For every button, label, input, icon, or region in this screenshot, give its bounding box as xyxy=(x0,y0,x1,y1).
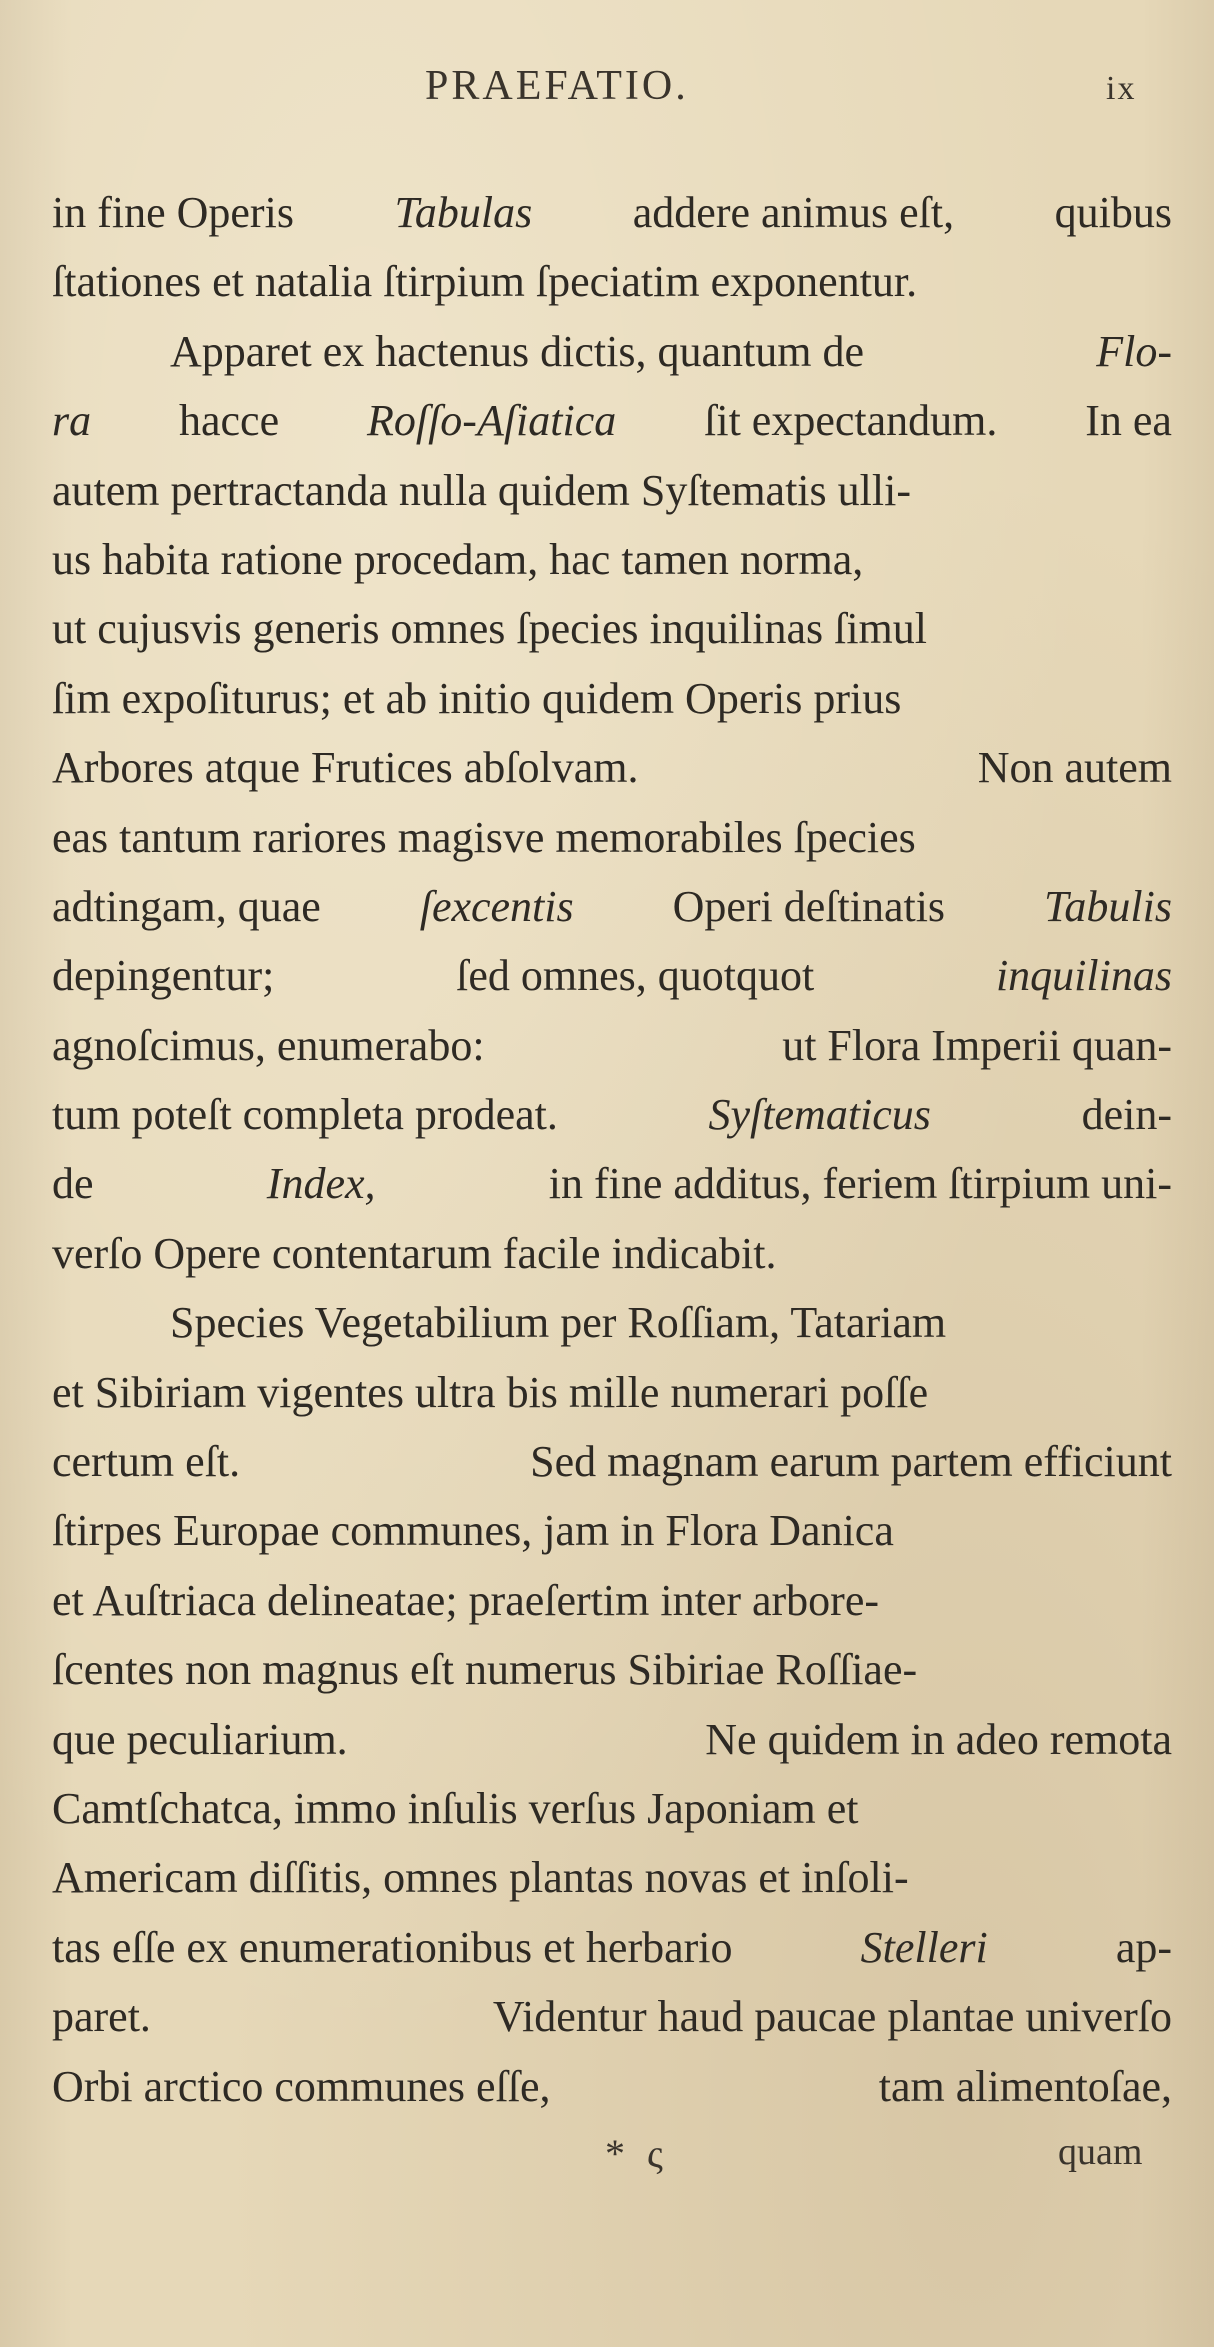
text-segment: ap- xyxy=(1115,1922,1172,1972)
text-line xyxy=(52,1566,1172,1635)
text-segment: Non autem xyxy=(977,743,1172,793)
text-line xyxy=(52,1080,1172,1149)
text-line xyxy=(52,317,1172,386)
text-segment: Camtſchatca, immo inſulis verſus Japoniam et xyxy=(52,1783,859,1833)
text-segment: us habita ratione procedam, hac tamen norma, xyxy=(52,534,864,584)
italic-term: inquilinas xyxy=(995,951,1172,1001)
text-segment: hacce xyxy=(178,396,280,446)
text-segment: ſed omnes, quotquot xyxy=(456,951,815,1001)
text-segment: Videntur haud paucae plantae univerſo xyxy=(492,1992,1172,2042)
text-segment: autem pertractanda nulla quidem Syſtematis ulli- xyxy=(52,465,911,515)
text-segment: Sed magnam earum partem efficiunt xyxy=(530,1437,1172,1487)
text-segment: Ne quidem in adeo remota xyxy=(705,1714,1172,1764)
text-segment: Operi deſtinatis xyxy=(672,881,946,931)
text-line xyxy=(52,1843,1172,1912)
catchword: quam xyxy=(1058,2131,1143,2173)
text-line xyxy=(52,1219,1172,1288)
text-line xyxy=(52,803,1172,872)
text-line xyxy=(52,594,1172,663)
text-segment: in fine Operis xyxy=(52,188,294,237)
page-footer xyxy=(0,2130,1214,2190)
text-segment: ſit expectandum. xyxy=(704,396,998,446)
italic-term: Tabulis xyxy=(1043,881,1172,931)
text-segment: ut cujusvis generis omnes ſpecies inquilinas ſimul xyxy=(52,604,927,654)
text-segment: verſo Opere contentarum facile indicabit. xyxy=(52,1228,777,1278)
text-segment: que peculiarium. xyxy=(52,1714,348,1764)
text-line xyxy=(52,1705,1172,1774)
running-title: PRAEFATIO. xyxy=(425,63,689,109)
text-line xyxy=(52,1011,1172,1080)
text-line xyxy=(52,1635,1172,1704)
text-segment: ſim expoſiturus; et ab initio quidem Operis prius xyxy=(52,673,902,723)
italic-term: Stelleri xyxy=(860,1922,988,1972)
text-segment: Species Vegetabilium per Roſſiam, Tatariam xyxy=(170,1298,947,1348)
text-line xyxy=(52,1982,1172,2051)
text-line xyxy=(52,941,1172,1010)
text-line xyxy=(52,1288,1172,1357)
text-segment: agnoſcimus, enumerabo: xyxy=(52,1020,485,1070)
text-segment: In ea xyxy=(1085,396,1172,446)
italic-term: ra xyxy=(52,396,92,446)
text-line xyxy=(52,2052,1172,2121)
text-line xyxy=(52,525,1172,594)
italic-term: Syſtematicus xyxy=(708,1090,931,1140)
text-line xyxy=(52,1774,1172,1843)
text-segment: certum eſt. xyxy=(52,1437,241,1487)
text-segment: Orbi arctico communes eſſe, xyxy=(52,2061,551,2111)
text-line xyxy=(52,1149,1172,1218)
text-line xyxy=(52,733,1172,802)
text-line xyxy=(52,178,1172,247)
text-line xyxy=(52,872,1172,941)
text-segment: dein- xyxy=(1081,1090,1172,1140)
signature-mark: * ς xyxy=(605,2131,669,2176)
text-segment: adtingam, quae xyxy=(52,881,321,931)
text-segment: ſtationes et natalia ſtirpium ſpeciatim exponentur. xyxy=(52,257,918,307)
text-line xyxy=(52,456,1172,525)
text-line xyxy=(52,664,1172,733)
text-segment: et Auſtriaca delineatae; praeſertim inter arbore- xyxy=(52,1575,879,1625)
text-segment: depingentur; xyxy=(52,951,275,1001)
text-segment: ſcentes non magnus eſt numerus Sibiriae Roſſiae- xyxy=(52,1645,918,1695)
page-header xyxy=(0,62,1214,122)
italic-term: Roſſo-Aſiatica xyxy=(366,396,617,446)
italic-term: Flo- xyxy=(1096,326,1172,376)
text-segment: ſtirpes Europae communes, jam in Flora Danica xyxy=(52,1506,894,1556)
text-segment: et Sibiriam vigentes ultra bis mille numerari poſſe xyxy=(52,1367,929,1417)
text-segment: addere animus eſt, xyxy=(632,188,955,237)
text-segment: tum poteſt completa prodeat. xyxy=(52,1090,558,1140)
italic-term: Index, xyxy=(266,1159,376,1209)
italic-term: ſexcentis xyxy=(419,881,574,931)
body-text xyxy=(52,178,1172,2121)
italic-term: Tabulas xyxy=(394,188,533,237)
text-segment: quibus xyxy=(1054,188,1172,237)
text-line xyxy=(52,247,1172,316)
text-segment: paret. xyxy=(52,1992,151,2042)
text-segment: tas eſſe ex enumerationibus et herbario xyxy=(52,1922,733,1972)
text-segment: Americam diſſitis, omnes plantas novas et inſoli- xyxy=(52,1853,909,1903)
text-line xyxy=(52,1358,1172,1427)
text-segment: in fine additus, feriem ſtirpium uni- xyxy=(548,1159,1172,1209)
text-line xyxy=(52,1427,1172,1496)
text-segment: eas tantum rariores magisve memorabiles ſpecies xyxy=(52,812,916,862)
text-segment: Arbores atque Frutices abſolvam. xyxy=(52,743,639,793)
text-segment: Apparet ex hactenus dictis, quantum de xyxy=(170,326,865,376)
text-segment: ut Flora Imperii quan- xyxy=(782,1020,1172,1070)
text-line xyxy=(52,1496,1172,1565)
page-number: ix xyxy=(1106,70,1137,107)
text-segment: de xyxy=(52,1159,94,1209)
text-segment: tam alimentoſae, xyxy=(878,2061,1172,2111)
text-line xyxy=(52,386,1172,455)
text-line xyxy=(52,1913,1172,1982)
